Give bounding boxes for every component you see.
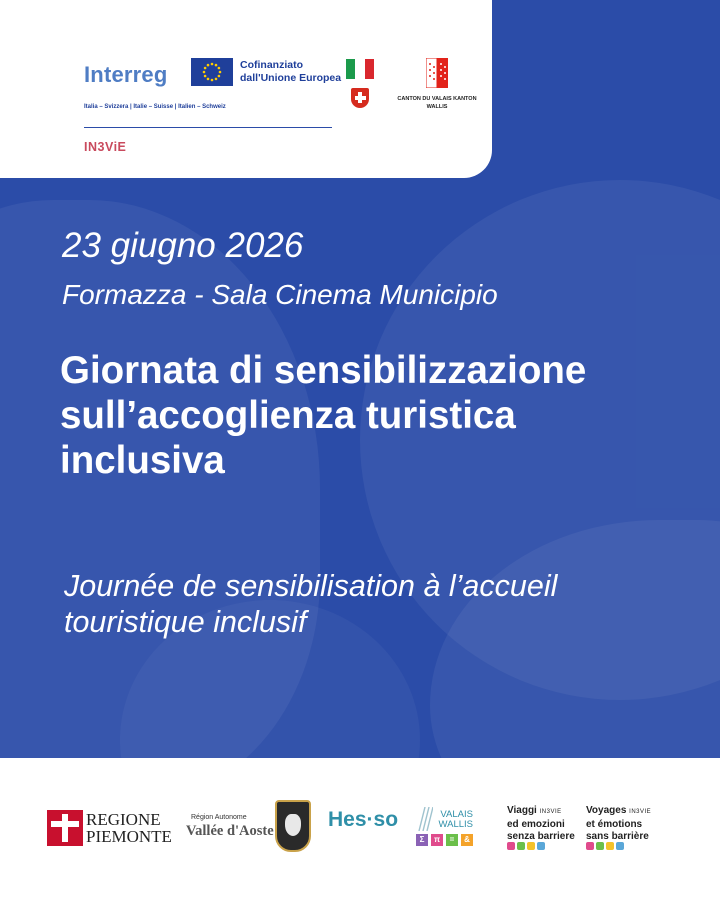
hes-tile: = [446,834,458,846]
viaggi-dots-icon [507,842,545,850]
eu-cofunding-label: Cofinanziato dall'Unione Europea [240,59,342,84]
divider [84,127,332,128]
viaggi-tag: IN3VIE [539,809,562,815]
hes-tiles [416,834,473,846]
hes-tile: & [461,834,473,846]
countries-line: Italia – Svizzera | Italie – Suisse | Italien – Schweiz [84,104,226,110]
regione-piemonte-logo: REGIONE PIEMONTE [86,810,172,846]
voyages-tag: IN3VIE [629,809,652,815]
viaggi-word: Viaggi [507,805,537,816]
hes-tile: Σ [416,834,428,846]
valais-shield-icon [426,58,448,88]
vallee-daoste-logo: Vallée d'Aoste [186,823,274,839]
event-title-french: Journée de sensibilisation à l’accueil touristique inclusif [64,569,558,639]
hes-valais-wallis-label: VALAIS WALLIS [438,809,473,830]
interreg-logo: Interreg [84,62,168,87]
italy-flag-icon [346,59,374,79]
event-place: Formazza - Sala Cinema Municipio [62,279,498,310]
event-date: 23 giugno 2026 [62,226,304,265]
eu-flag-icon [191,58,233,86]
viaggi-logo [507,805,585,844]
project-name: IN3ViE [84,140,127,154]
partners-header [0,0,492,178]
swiss-flag-icon [351,88,369,108]
voyages-logo [586,805,666,844]
canton-label: CANTON DU VALAIS KANTON WALLIS [397,96,477,110]
hes-so-slashes-icon [413,807,433,831]
hes-tile: π [431,834,443,846]
voyages-dots-icon [586,842,624,850]
piemonte-cross-icon [47,810,83,846]
vda-coat-of-arms-icon [275,800,311,852]
voyages-rest: et émotions sans barrière [586,818,649,842]
voyages-word: Voyages [586,805,627,816]
hes-so-logo: Hes·so [328,808,399,831]
event-title-italian: Giornata di sensibilizzazione sull’accoglienza turistica inclusiva [60,349,587,482]
viaggi-rest: ed emozioni senza barriere [507,818,575,842]
vda-subtitle: Région Autonome [191,814,247,821]
